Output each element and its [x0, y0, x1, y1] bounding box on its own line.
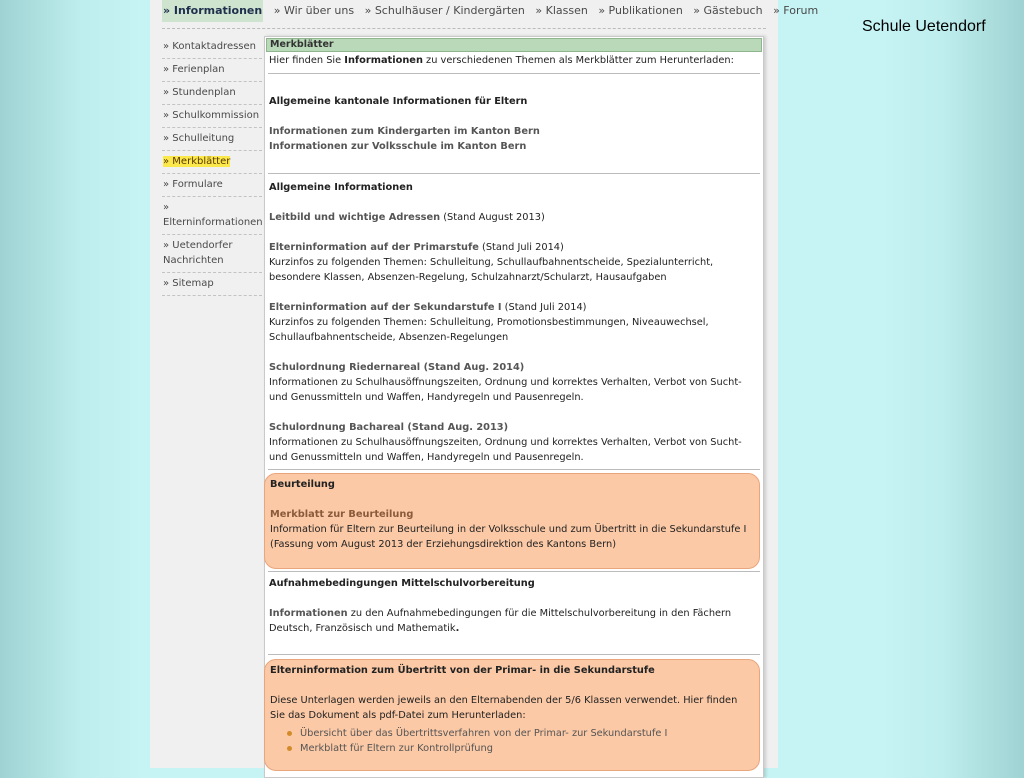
- divider: [268, 73, 760, 74]
- content-panel: [264, 36, 764, 778]
- sekundarstufe-entry: [269, 300, 759, 345]
- nav-gaestebuch[interactable]: » Gästebuch: [693, 4, 763, 17]
- link-merkblatt-beurteilung[interactable]: Merkblatt zur Beurteilung: [270, 509, 414, 520]
- web-page: [150, 0, 819, 768]
- bachareal-entry: [269, 420, 759, 465]
- link-aufnahme-informationen[interactable]: Informationen: [269, 608, 348, 619]
- uebertritt-box: [264, 659, 760, 771]
- sek-note: (Stand Juli 2014): [501, 302, 587, 313]
- link-merkblatt-kontrollpruefung[interactable]: Merkblatt für Eltern zur Kontrollprüfung: [300, 741, 754, 756]
- topnav-divider: [162, 28, 766, 29]
- nav-forum[interactable]: » Forum: [773, 4, 819, 17]
- sidebar-item-uetendorfer-nachrichten[interactable]: » Uetendorfer Nachrichten: [162, 235, 262, 273]
- beurteilung-box: [264, 473, 760, 569]
- link-sekundarstufe[interactable]: Elterninformation auf der Sekundarstufe I: [269, 302, 502, 313]
- primarstufe-entry: [269, 240, 759, 285]
- sek-desc: Kurzinfos zu folgenden Themen: Schulleitung, Promotionsbestimmungen, Niveauwechsel, Schullaufbahnentscheide, Absenzen-Regelungen: [269, 317, 709, 343]
- link-primarstufe[interactable]: Elterninformation auf der Primarstufe: [269, 242, 479, 253]
- uebertritt-desc: Diese Unterlagen werden jeweils an den Elternabenden der 5/6 Klassen verwendet. Hier finden Sie das Dokument als pdf-Datei zum Herunterladen:: [270, 695, 738, 721]
- sidebar-item-ferienplan[interactable]: » Ferienplan: [162, 59, 262, 82]
- sidebar-item-sitemap[interactable]: » Sitemap: [162, 273, 262, 296]
- divider: [268, 469, 760, 470]
- link-uebersicht-uebertrittsverfahren[interactable]: Übersicht über das Übertrittsverfahren von der Primar- zur Sekundarstufe I: [300, 726, 754, 741]
- section-heading-aufnahme: Aufnahmebedingungen Mittelschulvorbereitung: [269, 578, 535, 589]
- section-heading-uebertritt: Elterninformation zum Übertritt von der Primar- in die Sekundarstufe: [270, 665, 655, 676]
- nav-publikationen[interactable]: » Publikationen: [598, 4, 683, 17]
- leitbild-entry: [269, 210, 759, 225]
- slide-title: Schule Uetendorf: [862, 18, 986, 35]
- nav-informationen[interactable]: » Informationen: [162, 0, 263, 22]
- nav-schulhaeuser[interactable]: » Schulhäuser / Kindergärten: [364, 4, 525, 17]
- intro-before: Hier finden Sie: [269, 55, 345, 66]
- link-volksschule-bern[interactable]: Informationen zur Volksschule im Kanton Bern: [269, 141, 527, 152]
- beurteilung-desc: Information für Eltern zur Beurteilung in der Volksschule und zum Übertritt in die Sekundarstufe I (Fassung vom August 2013 der Erziehungsdirektion des Kantons Bern): [270, 524, 747, 550]
- divider: [268, 654, 760, 655]
- aufnahme-period: .: [455, 623, 460, 634]
- sidebar-item-schulleitung[interactable]: » Schulleitung: [162, 128, 262, 151]
- section-heading-kantonal: Allgemeine kantonale Informationen für Eltern: [269, 96, 528, 107]
- link-schulordnung-bachareal[interactable]: Schulordnung Bachareal (Stand Aug. 2013): [269, 422, 509, 433]
- divider: [268, 571, 760, 572]
- bach-desc: Informationen zu Schulhausöffnungszeiten, Ordnung und korrektes Verhalten, Verbot von Sucht- und Genussmitteln und Waffen, Handyregeln und Pausenregeln.: [269, 437, 742, 463]
- link-leitbild[interactable]: Leitbild und wichtige Adressen: [269, 212, 441, 223]
- link-kindergarten-bern[interactable]: Informationen zum Kindergarten im Kanton Bern: [269, 126, 540, 137]
- sidebar-item-merkblaetter-label: » Merkblätter: [163, 156, 231, 167]
- riedernareal-entry: [269, 360, 759, 405]
- intro-text: [269, 53, 759, 68]
- sidebar-item-merkblaetter[interactable]: [162, 151, 262, 174]
- nav-klassen[interactable]: » Klassen: [535, 4, 588, 17]
- intro-after: zu verschiedenen Themen als Merkblätter zum Herunterladen:: [422, 55, 734, 66]
- nav-wir-ueber-uns[interactable]: » Wir über uns: [273, 4, 355, 17]
- sidebar-item-kontaktadressen[interactable]: » Kontaktadressen: [162, 36, 262, 59]
- content-header: Merkblätter: [266, 38, 762, 52]
- uebertritt-list: [270, 726, 754, 756]
- link-schulordnung-riedernareal[interactable]: Schulordnung Riedernareal (Stand Aug. 2014): [269, 362, 525, 373]
- sidebar-item-formulare[interactable]: » Formulare: [162, 174, 262, 197]
- primar-desc: Kurzinfos zu folgenden Themen: Schulleitung, Schullaufbahnentscheide, Spezialunterricht, besondere Klassen, Absenzen-Regelung, Schulzahnarzt/Schularzt, Hausaufgaben: [269, 257, 714, 283]
- section-heading-beurteilung: Beurteilung: [270, 479, 335, 490]
- ried-desc: Informationen zu Schulhausöffnungszeiten, Ordnung und korrektes Verhalten, Verbot von Sucht- und Genussmitteln und Waffen, Handyregeln und Pausenregeln.: [269, 377, 742, 403]
- aufnahme-entry: [269, 606, 759, 636]
- sidebar-item-elterninformationen[interactable]: » Elterninformationen: [162, 197, 262, 235]
- top-navigation: [162, 0, 819, 26]
- intro-bold: Informationen: [344, 55, 423, 66]
- section-heading-allgemein: Allgemeine Informationen: [269, 182, 413, 193]
- aufnahme-desc: zu den Aufnahmebedingungen für die Mittelschulvorbereitung in den Fächern Deutsch, Französisch und Mathematik: [269, 608, 732, 634]
- sidebar-item-schulkommission[interactable]: » Schulkommission: [162, 105, 262, 128]
- sidebar: [162, 36, 262, 296]
- leitbild-note: (Stand August 2013): [440, 212, 545, 223]
- sidebar-item-stundenplan[interactable]: » Stundenplan: [162, 82, 262, 105]
- divider: [268, 173, 760, 174]
- primar-note: (Stand Juli 2014): [478, 242, 564, 253]
